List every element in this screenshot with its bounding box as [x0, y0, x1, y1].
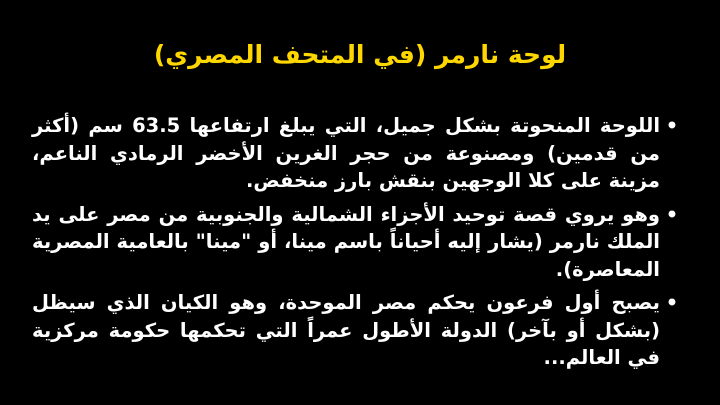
bullet-list [32, 112, 680, 378]
bullet-dot-icon: • [665, 114, 679, 137]
bullet-item [32, 201, 680, 284]
bullet-text: اللوحة المنحوتة بشكل جميل، التي يبلغ ارتفاعها 63.5 سم (أكثر من قدمين) ومصنوعة من حجر الغرين الأخضر الرمادي الناعم، مزينة على كلا الوجهين بنقش بارز منخفض. [32, 114, 660, 192]
bullet-item [32, 112, 680, 195]
slide-title: لوحة نارمر (في المتحف المصري) [153, 40, 567, 69]
bullet-dot-icon: • [665, 291, 679, 314]
bullet-text: يصبح أول فرعون يحكم مصر الموحدة، وهو الكيان الذي سيظل (بشكل أو بآخر) الدولة الأطول عمراً التي تحكمها حكومة مركزية في العالم... [32, 291, 660, 369]
bullet-dot-icon: • [665, 202, 679, 226]
bullet-text: وهو يروي قصة توحيد الأجزاء الشمالية والجنوبية من مصر على يد الملك نارمر (يشار إليه أحياناً باسم مينا، أو "مينا" بالعامية المصرية المعاصرة). [32, 202, 660, 281]
bullet-item [32, 289, 680, 372]
